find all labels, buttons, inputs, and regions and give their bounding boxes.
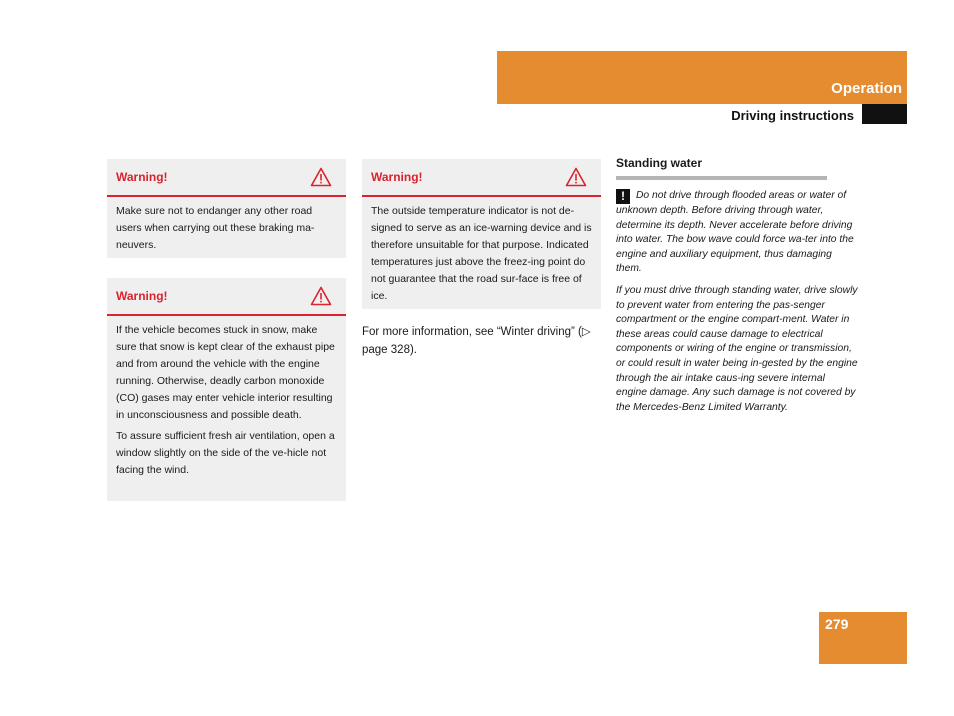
warning-label: Warning! xyxy=(371,170,423,184)
standing-water-heading: Standing water xyxy=(616,156,827,180)
warning-triangle-icon xyxy=(565,167,587,187)
notice-text: Do not drive through flooded areas or water of unknown depth. Before driving through water, determine its depth. Never accelerate before driving into water. The bow wave could force wa-ter into the engine and auxiliary equipment, thus damaging them. xyxy=(616,190,854,275)
notice-paragraph xyxy=(616,189,858,277)
warning-header xyxy=(362,159,601,197)
chapter-tab-marker xyxy=(862,104,907,124)
warning-body xyxy=(107,197,346,266)
warning-body xyxy=(362,197,601,317)
exclamation-notice-icon: ! xyxy=(616,189,630,204)
warning-box-ice xyxy=(362,159,601,309)
subsection-title: Driving instructions xyxy=(731,108,854,123)
warning-text: To assure sufficient fresh air ventilation, open a window slightly on the side of the ve-hicle not facing the wind. xyxy=(116,430,335,476)
more-info-text: For more information, see “Winter driving” (▷ page 328). xyxy=(362,326,591,356)
warning-label: Warning! xyxy=(116,289,168,303)
warning-triangle-icon xyxy=(310,167,332,187)
warning-box-snow-exhaust xyxy=(107,278,346,501)
warning-box-braking xyxy=(107,159,346,258)
warning-header xyxy=(107,159,346,197)
warning-body xyxy=(107,316,346,491)
warning-text: Make sure not to endanger any other road users when carrying out these braking ma-neuvers. xyxy=(116,205,315,251)
notice-paragraph: If you must drive through standing water, drive slowly to prevent water from entering the pas-senger compartment or the engine compart-ment. Water in these areas could cause damage to electrical components or wiring of the engine or transmission, or could result in water being in-gested by the engine through the air intake caus-ing severe internal engine damage. Any such damage is not covered by the Mercedes-Benz Limited Warranty. xyxy=(616,284,858,413)
warning-text: The outside temperature indicator is not de-signed to serve as an ice-warning device and is therefore unsuitable for that purpose. Indicated temperatures just above the freez-ing point do not guarantee that the road sur-face is free of ice. xyxy=(371,205,592,302)
warning-triangle-icon xyxy=(310,286,332,306)
section-title: Operation xyxy=(831,80,902,97)
warning-label: Warning! xyxy=(116,170,168,184)
page-number: 279 xyxy=(825,616,849,632)
standing-water-notice xyxy=(616,189,858,422)
warning-text: If the vehicle becomes stuck in snow, make sure that snow is kept clear of the exhaust pipe and from around the vehicle with the engine running. Otherwise, deadly carbon monoxide (CO) gases may enter vehicle interior resulting in unconsciousness and possible death. xyxy=(116,324,335,421)
warning-header xyxy=(107,278,346,316)
